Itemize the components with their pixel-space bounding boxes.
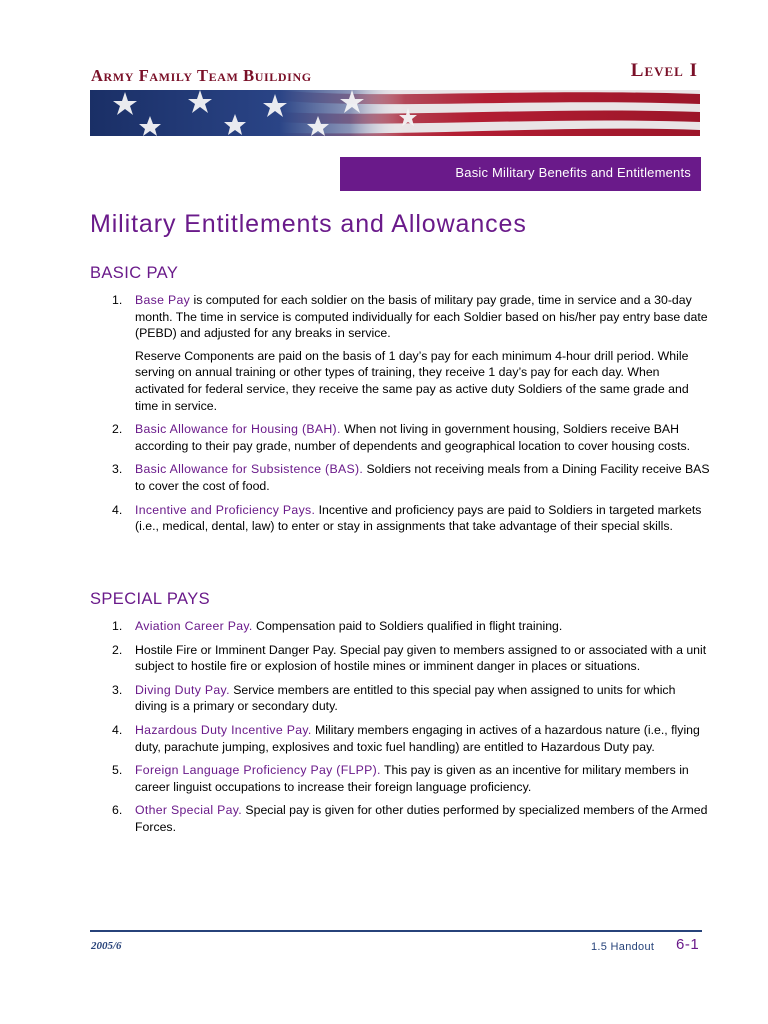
item-text: is computed for each soldier on the basis of military pay grade, time in service and a 30-day month. The time in service is computed individually for each Soldier based on his/her pay entry base date (PEBD) and adjusted for any breaks in service. — [135, 293, 708, 341]
item-number: 6. — [112, 803, 123, 818]
item-term: Basic Allowance for Subsistence (BAS). — [135, 462, 364, 477]
item-term: Hazardous Duty Incentive Pay. — [135, 722, 312, 737]
item-number: 4. — [112, 722, 123, 737]
list-item — [90, 292, 710, 414]
item-number: 3. — [112, 682, 123, 697]
special-pays-list — [90, 618, 710, 836]
item-text: This pay is given as an incentive for military members in career linguist occupations to increase their foreign language proficiency. — [135, 763, 689, 794]
item-term: Diving Duty Pay. — [135, 682, 230, 697]
item-number: 1. — [112, 293, 123, 307]
item-paragraph: Reserve Components are paid on the basis of 1 day’s pay for each minimum 4-hour drill period. While serving on annual training or other types of training, they receive 1 day’s pay for each day. When activated for federal service, they receive the same pay as active duty Soldiers of the same grade and time in service. — [135, 348, 689, 413]
list-item — [90, 421, 710, 454]
item-term: Hostile Fire or Imminent Danger Pay. — [135, 642, 337, 657]
list-item — [90, 722, 710, 755]
item-text: When not living in government housing, Soldiers receive BAH according to their pay grade, number of dependents and geographical location to cover housing costs. — [135, 422, 691, 453]
item-text: Incentive and proficiency pays are paid to Soldiers in targeted markets (i.e., medical, dental, law) to enter or stay in assignments that take advantage of their special skills. — [135, 502, 702, 534]
item-number: 3. — [112, 462, 123, 477]
list-item — [90, 618, 710, 635]
section-banner-label: Basic Military Benefits and Entitlements — [455, 164, 691, 180]
footer-date: 2005/6 — [91, 940, 122, 952]
item-term: Base Pay — [135, 293, 191, 307]
footer-handout-label: 1.5 Handout — [591, 941, 655, 953]
item-term: Aviation Career Pay. — [135, 619, 253, 633]
item-number: 4. — [112, 502, 123, 517]
footer-page-number: 6-1 — [676, 936, 700, 953]
list-item — [90, 682, 710, 715]
special-pays-heading: SPECIAL PAYS — [90, 590, 211, 608]
list-item — [90, 762, 710, 795]
item-term: Other Special Pay. — [135, 803, 243, 818]
item-term: Basic Allowance for Housing (BAH). — [135, 422, 341, 437]
item-number: 2. — [112, 642, 123, 657]
header-level: Level I — [630, 60, 698, 81]
item-number: 2. — [112, 422, 123, 437]
item-term: Foreign Language Proficiency Pay (FLPP). — [135, 763, 381, 778]
basic-pay-list — [90, 292, 710, 535]
item-text: Special pay given to members assigned to or associated with a unit subject to hostile fire or explosion of hostile mines or imminent danger in places or situations. — [135, 642, 707, 674]
item-text: Soldiers not receiving meals from a Dining Facility receive BAS to cover the cost of food. — [135, 462, 710, 493]
item-number: 5. — [112, 763, 123, 778]
flag-banner — [90, 90, 700, 136]
section-banner — [340, 157, 701, 191]
item-text: Compensation paid to Soldiers qualified in flight training. — [252, 619, 563, 633]
item-term: Incentive and Proficiency Pays. — [135, 502, 316, 517]
list-item — [90, 461, 710, 494]
item-text: Special pay is given for other duties performed by specialized members of the Armed Forces. — [135, 803, 708, 834]
item-text: Military members engaging in actives of a hazardous nature (i.e., flying duty, parachute jumping, explosives and toxic fuel handling) are entitled to Hazardous Duty pay. — [135, 722, 700, 754]
list-item — [90, 802, 710, 835]
header-program-title: Army Family Team Building — [91, 66, 312, 85]
footer-divider — [90, 930, 702, 932]
item-number: 1. — [112, 619, 123, 633]
list-item — [90, 502, 710, 535]
list-item — [90, 642, 710, 675]
basic-pay-heading: BASIC PAY — [90, 264, 179, 282]
item-text: Service members are entitled to this special pay when assigned to units for which diving is a primary or secondary duty. — [135, 682, 676, 714]
page-title: Military Entitlements and Allowances — [90, 210, 527, 238]
